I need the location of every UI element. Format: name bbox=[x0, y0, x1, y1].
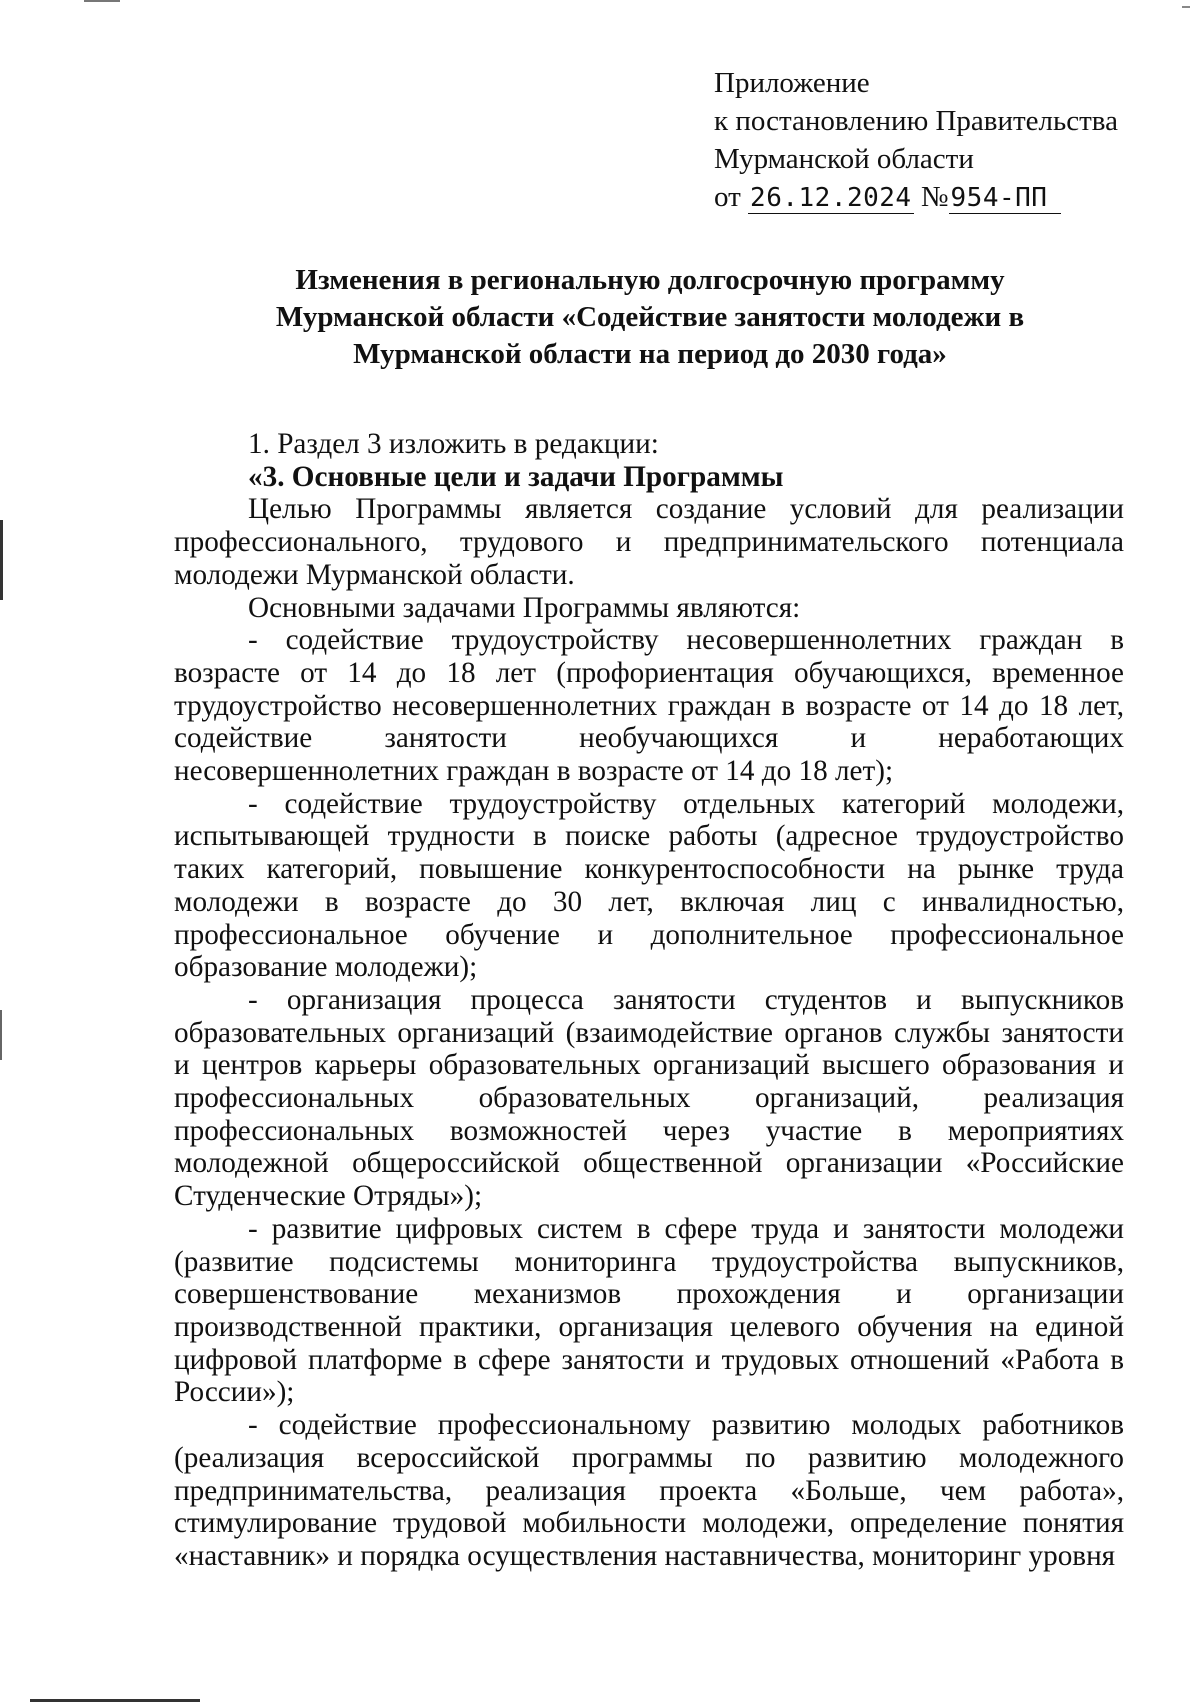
document-date: 26.12.2024 bbox=[750, 183, 912, 213]
goal-paragraph: Целью Программы является создание условий для реализации профессионального, трудового и предпринимательского потенциала молодежи Мурманской области. bbox=[174, 493, 1124, 591]
task-4: - развитие цифровых систем в сфере труда и занятости молодежи (развитие подсистемы мониторинга трудоустройства выпускников, совершенствование механизмов прохождения и организации производственной практики, организация целевого обучения на единой цифровой платформе в сфере занятости и трудовых отношений «Работа в России»); bbox=[174, 1212, 1124, 1409]
section-heading: «3. Основные цели и задачи Программы bbox=[248, 460, 784, 493]
scan-artifact-right bbox=[1182, 6, 1190, 8]
document-body bbox=[174, 428, 1124, 1573]
appendix-line-1: Приложение bbox=[714, 67, 870, 99]
task-2: - содействие трудоустройству отдельных категорий молодежи, испытывающей трудности в поиске работы (адресное трудоустройство таких категорий, повышение конкурентоспособности на рынке труда молодежи в возрасте до 30 лет, включая лиц с инвалидностью, профессиональное обучение и дополнительное профессиональное образование молодежи); bbox=[174, 787, 1124, 984]
number-prefix: № bbox=[920, 181, 949, 213]
task-3: - организация процесса занятости студентов и выпускников образовательных организаций (взаимодействие органов службы занятости и центров карьеры образовательных организаций высшего образования и профессиональных образовательных организаций, реализация профессиональных возможностей через участие в мероприятиях молодежной общероссийской общественной организации «Российские Студенческие Отряды»); bbox=[174, 983, 1124, 1213]
date-prefix: от bbox=[714, 181, 741, 213]
task-5: - содействие профессиональному развитию молодых работников (реализация всероссийской программы по развитию молодежного предпринимательства, реализация проекта «Больше, чем работа», стимулирование трудовой мобильности молодежи, определение понятия «наставник» и порядка осуществления наставничества, мониторинг уровня bbox=[174, 1409, 1124, 1572]
scan-artifact-top bbox=[84, 0, 120, 2]
scan-artifact-left bbox=[0, 520, 3, 600]
appendix-block bbox=[714, 64, 1118, 216]
scan-artifact-left-lower bbox=[0, 1010, 2, 1060]
tasks-intro: Основными задачами Программы являются: bbox=[248, 591, 801, 624]
appendix-line-3: Мурманской области bbox=[714, 143, 974, 175]
scan-artifact-bottom bbox=[30, 1699, 200, 1702]
item-1: 1. Раздел 3 изложить в редакции: bbox=[248, 428, 659, 460]
task-1: - содействие трудоустройству несовершеннолетних граждан в возрасте от 14 до 18 лет (профориентация обучающихся, временное трудоустройство несовершеннолетних граждан в возрасте от 14 до 18 лет, содействие занятости необучающихся и неработающих несовершеннолетних граждан в возрасте от 14 до 18 лет); bbox=[174, 624, 1124, 788]
document-title bbox=[170, 262, 1130, 373]
title-line-3: Мурманской области на период до 2030 года» bbox=[353, 338, 947, 370]
document-number: 954-ПП bbox=[949, 183, 1061, 214]
appendix-line-2: к постановлению Правительства bbox=[714, 105, 1118, 137]
title-line-2: Мурманской области «Содействие занятости молодежи в bbox=[275, 301, 1025, 333]
appendix-date-line bbox=[714, 178, 1118, 216]
title-line-1: Изменения в региональную долгосрочную программу bbox=[295, 264, 1005, 296]
